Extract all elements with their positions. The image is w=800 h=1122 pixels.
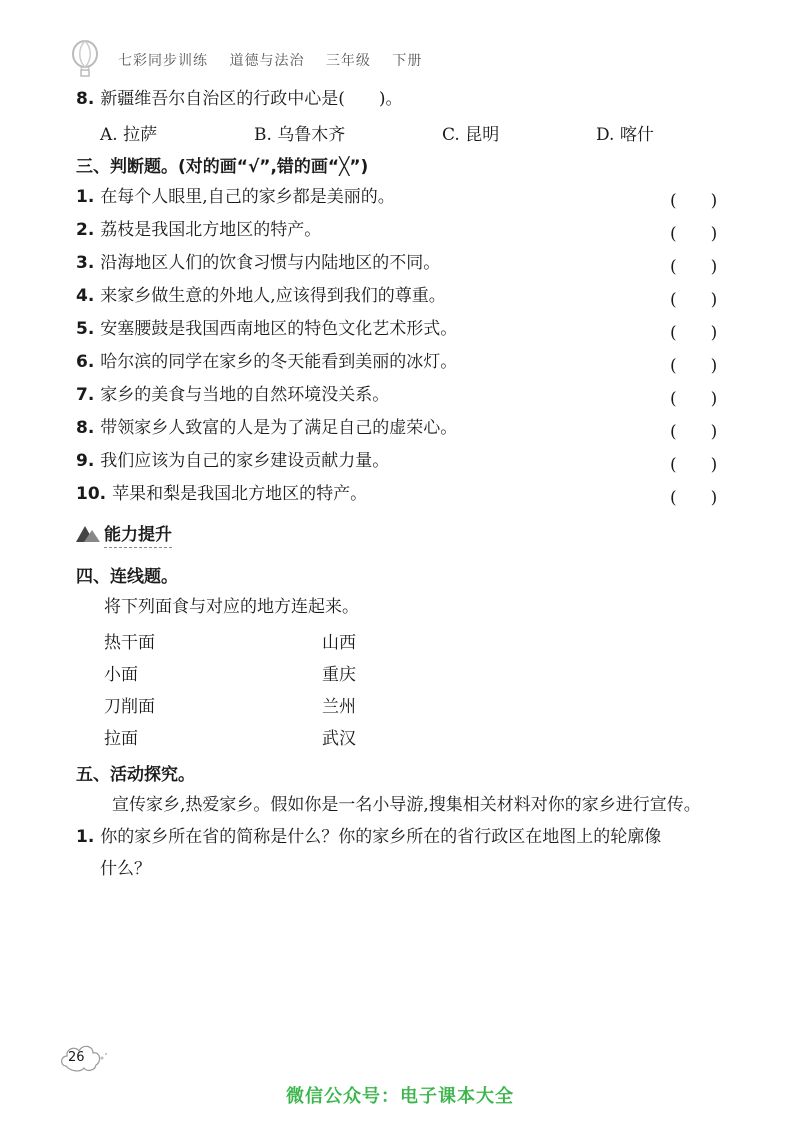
footer-watermark: 微信公众号：电子课本大全 xyxy=(286,1086,514,1107)
item-text: 在每个人眼里,自己的家乡都是美丽的。 xyxy=(100,187,395,207)
item-text: 带领家乡人致富的人是为了满足自己的虚荣心。 xyxy=(100,418,458,438)
volume-name: 下册 xyxy=(392,53,423,69)
answer-blank-10[interactable]: ( ) xyxy=(670,488,718,508)
judge-item-7 xyxy=(76,384,389,406)
judge-item-4 xyxy=(76,285,446,307)
answer-blank-7[interactable]: ( ) xyxy=(670,389,718,409)
section-4-title: 四、连线题。 xyxy=(76,567,178,587)
judge-item-9 xyxy=(76,450,389,472)
item-number: 6. xyxy=(76,352,95,372)
item-number: 8. xyxy=(76,418,95,438)
judge-item-10 xyxy=(76,483,367,505)
question-number: 8. xyxy=(76,89,95,109)
answer-blank-3[interactable]: ( ) xyxy=(670,257,718,277)
answer-blank-9[interactable]: ( ) xyxy=(670,455,718,475)
place-item[interactable]: 兰州 xyxy=(322,697,356,717)
grade-name: 三年级 xyxy=(325,53,371,69)
option-c: C. 昆明 xyxy=(442,125,500,145)
subject-name: 道德与法治 xyxy=(229,53,305,69)
judge-item-3 xyxy=(76,252,440,274)
item-number: 4. xyxy=(76,286,95,306)
food-item[interactable]: 刀削面 xyxy=(104,697,155,717)
food-item[interactable]: 拉面 xyxy=(104,729,138,749)
judge-item-5 xyxy=(76,318,457,340)
option-b: B. 乌鲁木齐 xyxy=(254,125,346,145)
item-number: 2. xyxy=(76,220,95,240)
question-text: 新疆维吾尔自治区的行政中心是( )。 xyxy=(100,89,403,109)
place-item[interactable]: 山西 xyxy=(322,633,356,653)
judge-item-2 xyxy=(76,219,321,241)
item-text: 我们应该为自己的家乡建设贡献力量。 xyxy=(100,451,390,471)
question-number: 1. xyxy=(76,827,95,847)
food-item[interactable]: 热干面 xyxy=(104,633,155,653)
answer-blank-4[interactable]: ( ) xyxy=(670,290,718,310)
judge-item-8 xyxy=(76,417,457,439)
item-text: 家乡的美食与当地的自然环境没关系。 xyxy=(100,385,390,405)
item-text: 哈尔滨的同学在家乡的冬天能看到美丽的冰灯。 xyxy=(100,352,458,372)
banner-title: 能力提升 xyxy=(104,520,172,548)
answer-blank-1[interactable]: ( ) xyxy=(670,191,718,211)
matching-instruction: 将下列面食与对应的地方连起来。 xyxy=(104,597,359,617)
page-header xyxy=(68,40,768,80)
item-number: 3. xyxy=(76,253,95,273)
food-item[interactable]: 小面 xyxy=(104,665,138,685)
item-text: 苹果和梨是我国北方地区的特产。 xyxy=(112,484,368,504)
item-number: 9. xyxy=(76,451,95,471)
mountain-icon xyxy=(76,522,100,542)
option-d: D. 喀什 xyxy=(596,125,654,145)
item-number: 7. xyxy=(76,385,95,405)
activity-intro: 宣传家乡,热爱家乡。假如你是一名小导游,搜集相关材料对你的家乡进行宣传。 xyxy=(112,795,701,815)
question-text-line2: 什么？ xyxy=(100,859,151,879)
option-a: A. 拉萨 xyxy=(100,125,158,145)
activity-question-1 xyxy=(76,826,661,848)
section-3-title: 三、判断题。(对的画“√”,错的画“╳”) xyxy=(76,157,369,177)
item-number: 1. xyxy=(76,187,95,207)
place-item[interactable]: 重庆 xyxy=(322,665,356,685)
answer-blank-6[interactable]: ( ) xyxy=(670,356,718,376)
ability-banner xyxy=(76,520,216,546)
question-text-line1: 你的家乡所在省的简称是什么？你的家乡所在的省行政区在地图上的轮廓像 xyxy=(100,827,662,847)
item-text: 来家乡做生意的外地人,应该得到我们的尊重。 xyxy=(100,286,446,306)
answer-blank-8[interactable]: ( ) xyxy=(670,422,718,442)
place-item[interactable]: 武汉 xyxy=(322,729,356,749)
item-text: 安塞腰鼓是我国西南地区的特色文化艺术形式。 xyxy=(100,319,458,339)
item-number: 10. xyxy=(76,484,107,504)
item-text: 荔枝是我国北方地区的特产。 xyxy=(100,220,322,240)
judge-item-1 xyxy=(76,186,395,208)
balloon-logo-icon xyxy=(68,40,102,78)
item-text: 沿海地区人们的饮食习惯与内陆地区的不同。 xyxy=(100,253,441,273)
header-text xyxy=(118,50,438,70)
page-number: 26 xyxy=(68,1050,85,1065)
answer-blank-2[interactable]: ( ) xyxy=(670,224,718,244)
series-name: 七彩同步训练 xyxy=(118,53,208,69)
page-number-badge xyxy=(60,1040,110,1076)
item-number: 5. xyxy=(76,319,95,339)
question-8 xyxy=(76,88,403,110)
answer-blank-5[interactable]: ( ) xyxy=(670,323,718,343)
section-5-title: 五、活动探究。 xyxy=(76,765,195,785)
judge-item-6 xyxy=(76,351,457,373)
